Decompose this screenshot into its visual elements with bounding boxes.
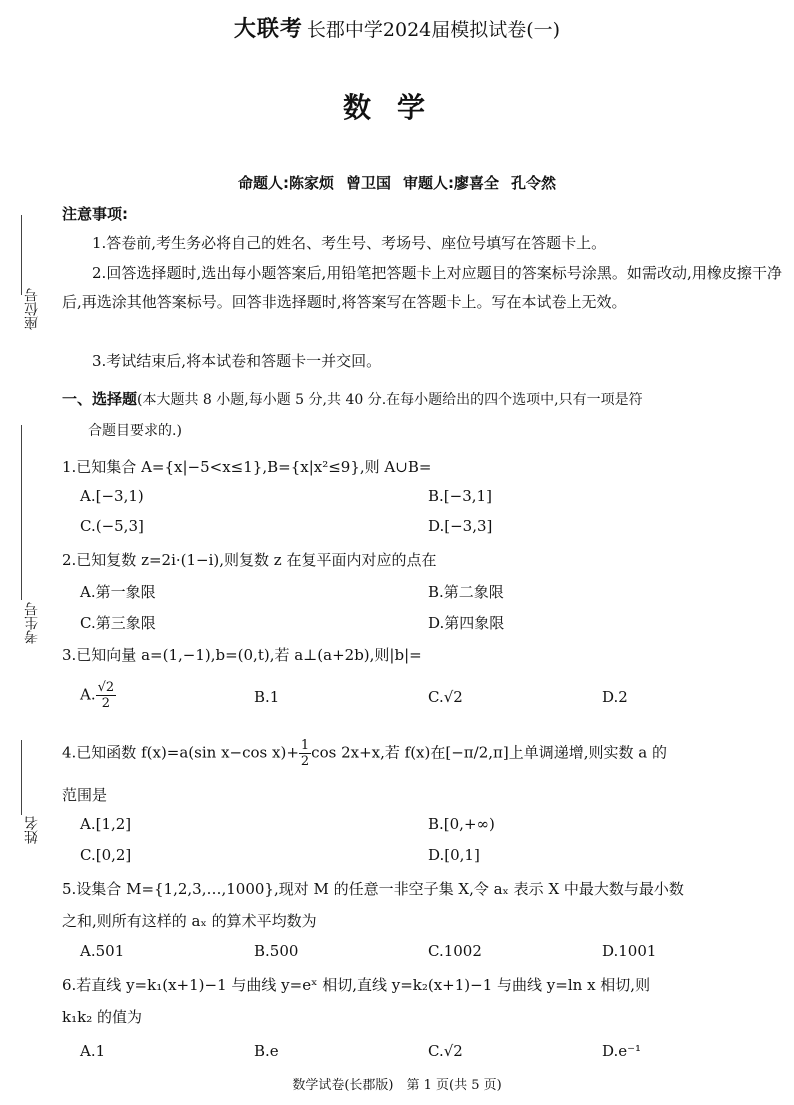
q1-option-c: C.(−5,3] <box>80 517 144 535</box>
q3-option-a-fraction <box>96 680 117 711</box>
q1-option-d: D.[−3,3] <box>428 517 493 535</box>
question-6-line-2: k₁k₂ 的值为 <box>62 1008 142 1026</box>
q2-option-c: C.第三象限 <box>80 614 156 632</box>
q2-option-d: D.第四象限 <box>428 614 505 632</box>
side-label-exam-no: 考生号 <box>24 602 40 644</box>
notice-item-1: 1.答卷前,考生务必将自己的姓名、考生号、考场号、座位号填写在答题卡上。 <box>92 234 607 252</box>
page-footer: 数学试卷(长郡版) 第 1 页(共 5 页) <box>292 1078 502 1093</box>
q1-option-b: B.[−3,1] <box>428 487 492 505</box>
q4-option-d: D.[0,1] <box>428 846 480 864</box>
q5-option-a: A.501 <box>80 942 125 960</box>
q5-option-c: C.1002 <box>428 942 482 960</box>
question-2: 2.已知复数 z=2i·(1−i),则复数 z 在复平面内对应的点在 <box>62 551 437 569</box>
q3-option-c: C.√2 <box>428 688 463 706</box>
q6-option-c: C.√2 <box>428 1042 463 1060</box>
side-label-name: 姓名 <box>24 816 40 844</box>
fraction-numerator: 1 <box>300 738 310 753</box>
exam-title: 长郡中学2024届模拟试卷(一) <box>306 19 561 41</box>
name-line <box>21 740 22 815</box>
q1-option-a: A.[−3,1) <box>80 487 144 505</box>
section-title <box>62 388 643 409</box>
side-label-seat: 座位号 <box>24 288 40 330</box>
q3-option-d: D.2 <box>602 688 628 706</box>
q4-option-c: C.[0,2] <box>80 846 132 864</box>
subject-title: 数学 <box>342 91 451 124</box>
question-4-line-2: 范围是 <box>62 786 108 804</box>
question-1: 1.已知集合 A={x|−5<x≤1},B={x|x²≤9},则 A∪B= <box>62 458 432 476</box>
reviewer-2: 孔令然 <box>511 174 557 192</box>
q4-option-b: B.[0,+∞) <box>428 815 495 833</box>
seat-line <box>21 215 22 295</box>
q5-option-b: B.500 <box>254 942 299 960</box>
question-3: 3.已知向量 a=(1,−1),b=(0,t),若 a⊥(a+2b),则|b|= <box>62 646 422 664</box>
q4-stem-pre: 4.已知函数 f(x)=a(sin x−cos x)+ <box>62 743 299 762</box>
q4-fraction <box>299 738 311 769</box>
q2-option-a: A.第一象限 <box>80 583 156 601</box>
page-header <box>0 12 794 43</box>
q4-stem-mid: cos 2x+x,若 f(x)在 <box>311 743 446 762</box>
exam-no-line <box>21 425 22 600</box>
fraction-denominator: 2 <box>300 754 310 769</box>
setter: 命题人:陈家烦 <box>237 174 334 192</box>
question-6: 6.若直线 y=k₁(x+1)−1 与曲线 y=eˣ 相切,直线 y=k₂(x+1)−1 与曲线 y=ln x 相切,则 <box>62 976 651 994</box>
q4-stem-post: 上单调递增,则实数 a 的 <box>508 743 667 762</box>
section-desc-2: 合题目要求的.) <box>88 423 182 439</box>
section-desc: (本大题共 8 小题,每小题 5 分,共 40 分.在每小题给出的四个选项中,只有一项是符 <box>137 392 643 408</box>
question-5-line-2: 之和,则所有这样的 aₓ 的算术平均数为 <box>62 912 317 930</box>
q3-option-a-label: A. <box>80 685 96 704</box>
reviewer: 审题人:廖喜全 <box>403 174 499 192</box>
fraction-denominator: 2 <box>101 696 111 711</box>
notice-item-2: 2.回答选择题时,选出每小题答案后,用铅笔把答题卡上对应题目的答案标号涂黑。如需改动,用橡皮擦干净后,再选涂其他答案标号。回答非选择题时,将答案写在答题卡上。写在本试卷上无效。 <box>62 264 782 311</box>
q3-option-a <box>80 680 116 711</box>
q6-option-d: D.e⁻¹ <box>602 1042 642 1060</box>
question-4 <box>62 738 667 769</box>
setter-2: 曾卫国 <box>345 174 391 192</box>
section-label: 一、选择题 <box>62 390 138 408</box>
fraction-numerator: √2 <box>97 680 115 695</box>
authors-line <box>0 172 794 193</box>
q3-option-b: B.1 <box>254 688 280 706</box>
q4-interval: [−π/2,π] <box>445 743 509 762</box>
q2-option-b: B.第二象限 <box>428 583 504 601</box>
question-5: 5.设集合 M={1,2,3,…,1000},现对 M 的任意一非空子集 X,令 aₓ 表示 X 中最大数与最小数 <box>62 880 684 898</box>
q6-option-a: A.1 <box>80 1042 106 1060</box>
q6-option-b: B.e <box>254 1042 279 1060</box>
brand-logo: 大联考 <box>233 17 303 42</box>
notice-item-3: 3.考试结束后,将本试卷和答题卡一并交回。 <box>92 352 382 370</box>
q4-option-a: A.[1,2] <box>80 815 132 833</box>
notice-title: 注意事项: <box>62 205 128 223</box>
q5-option-d: D.1001 <box>602 942 657 960</box>
